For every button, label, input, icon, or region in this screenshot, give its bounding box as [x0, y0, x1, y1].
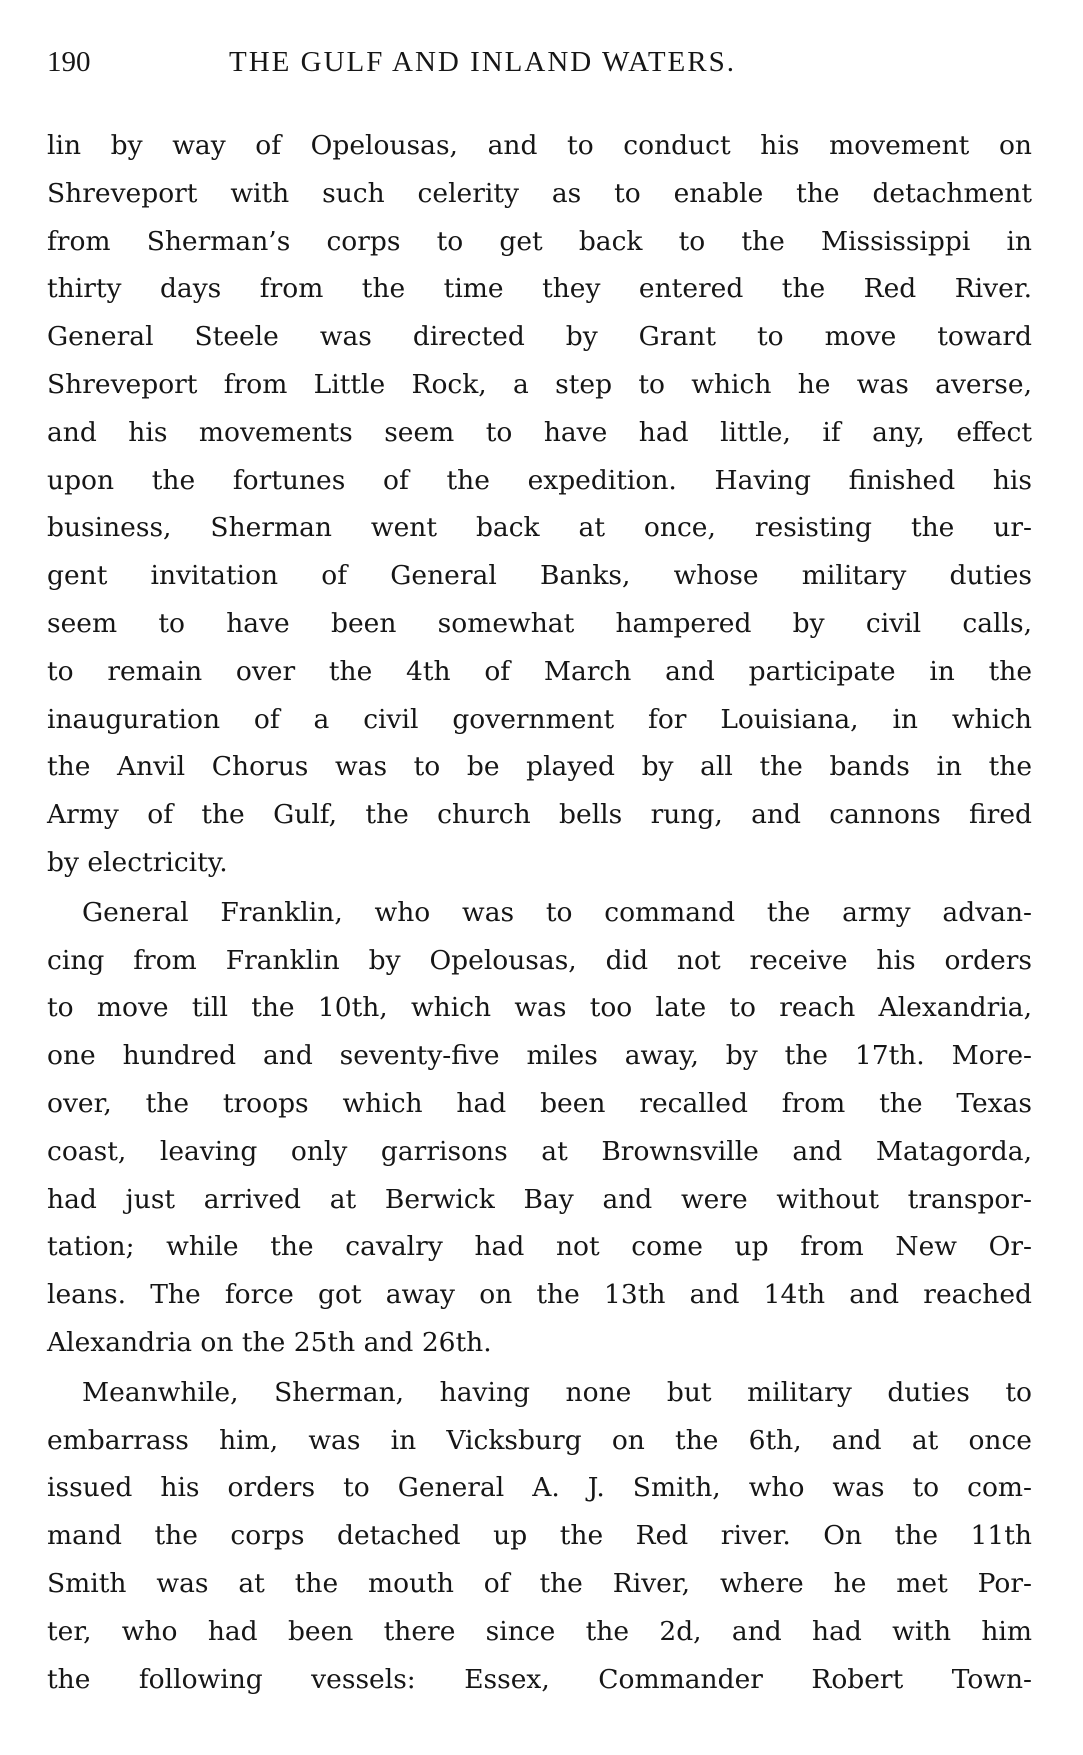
- text-line: Meanwhile, Sherman, having none but military duties to: [82, 1376, 1032, 1408]
- paragraph-1: [47, 122, 1032, 887]
- text-line: by electricity.: [47, 846, 228, 878]
- text-line: mand the corps detached up the Red river. On the 11th: [47, 1520, 1032, 1552]
- text-line: Smith was at the mouth of the River, where he met Por-: [47, 1567, 1032, 1599]
- text-line: upon the fortunes of the expedition. Having finished his: [47, 464, 1032, 496]
- text-line: to move till the 10th, which was too late to reach Alexandria,: [47, 992, 1032, 1024]
- text-line: tation; while the cavalry had not come up from New Or-: [47, 1231, 1032, 1263]
- paragraph-2: [47, 889, 1032, 1367]
- text-line: seem to have been somewhat hampered by civil calls,: [47, 607, 1032, 639]
- text-line: Shreveport from Little Rock, a step to which he was averse,: [47, 368, 1032, 400]
- text-line: Shreveport with such celerity as to enable the detachment: [47, 177, 1032, 209]
- text-line: General Franklin, who was to command the army advan-: [82, 896, 1032, 928]
- text-line: ter, who had been there since the 2d, and had with him: [47, 1615, 1032, 1647]
- text-line: one hundred and seventy-five miles away, by the 17th. More-: [47, 1040, 1032, 1072]
- text-line: Army of the Gulf, the church bells rung, and cannons fired: [47, 799, 1032, 831]
- text-line: lin by way of Opelousas, and to conduct his movement on: [47, 130, 1032, 161]
- text-line: the following vessels: Essex, Commander Robert Town-: [47, 1663, 1032, 1695]
- text-line: over, the troops which had been recalled from the Texas: [47, 1087, 1032, 1119]
- running-header: [47, 42, 1037, 82]
- text-line: embarrass him, was in Vicksburg on the 6th, and at once: [47, 1424, 1032, 1456]
- running-title: THE GULF AND INLAND WATERS.: [229, 46, 736, 78]
- text-line: gent invitation of General Banks, whose military duties: [47, 560, 1032, 592]
- text-line: leans. The force got away on the 13th and 14th and reached: [47, 1279, 1032, 1311]
- text-line: the Anvil Chorus was to be played by all the bands in the: [47, 751, 1032, 783]
- text-line: issued his orders to General A. J. Smith, who was to com-: [47, 1472, 1032, 1504]
- body-text: [47, 122, 1032, 1703]
- text-line: from Sherman’s corps to get back to the Mississippi in: [47, 225, 1032, 257]
- text-line: inauguration of a civil government for Louisiana, in which: [47, 703, 1032, 735]
- paragraph-3: [47, 1369, 1032, 1704]
- text-line: coast, leaving only garrisons at Brownsville and Matagorda,: [47, 1135, 1032, 1167]
- page-number: 190: [47, 46, 91, 78]
- text-line: and his movements seem to have had little, if any, effect: [47, 416, 1032, 448]
- text-line: cing from Franklin by Opelousas, did not receive his orders: [47, 944, 1032, 976]
- text-line: Alexandria on the 25th and 26th.: [47, 1326, 492, 1358]
- text-line: thirty days from the time they entered the Red River.: [47, 273, 1032, 305]
- text-line: had just arrived at Berwick Bay and were without transpor-: [47, 1183, 1032, 1215]
- text-line: business, Sherman went back at once, resisting the ur-: [47, 512, 1032, 544]
- text-line: to remain over the 4th of March and participate in the: [47, 655, 1032, 687]
- text-line: General Steele was directed by Grant to move toward: [47, 321, 1032, 353]
